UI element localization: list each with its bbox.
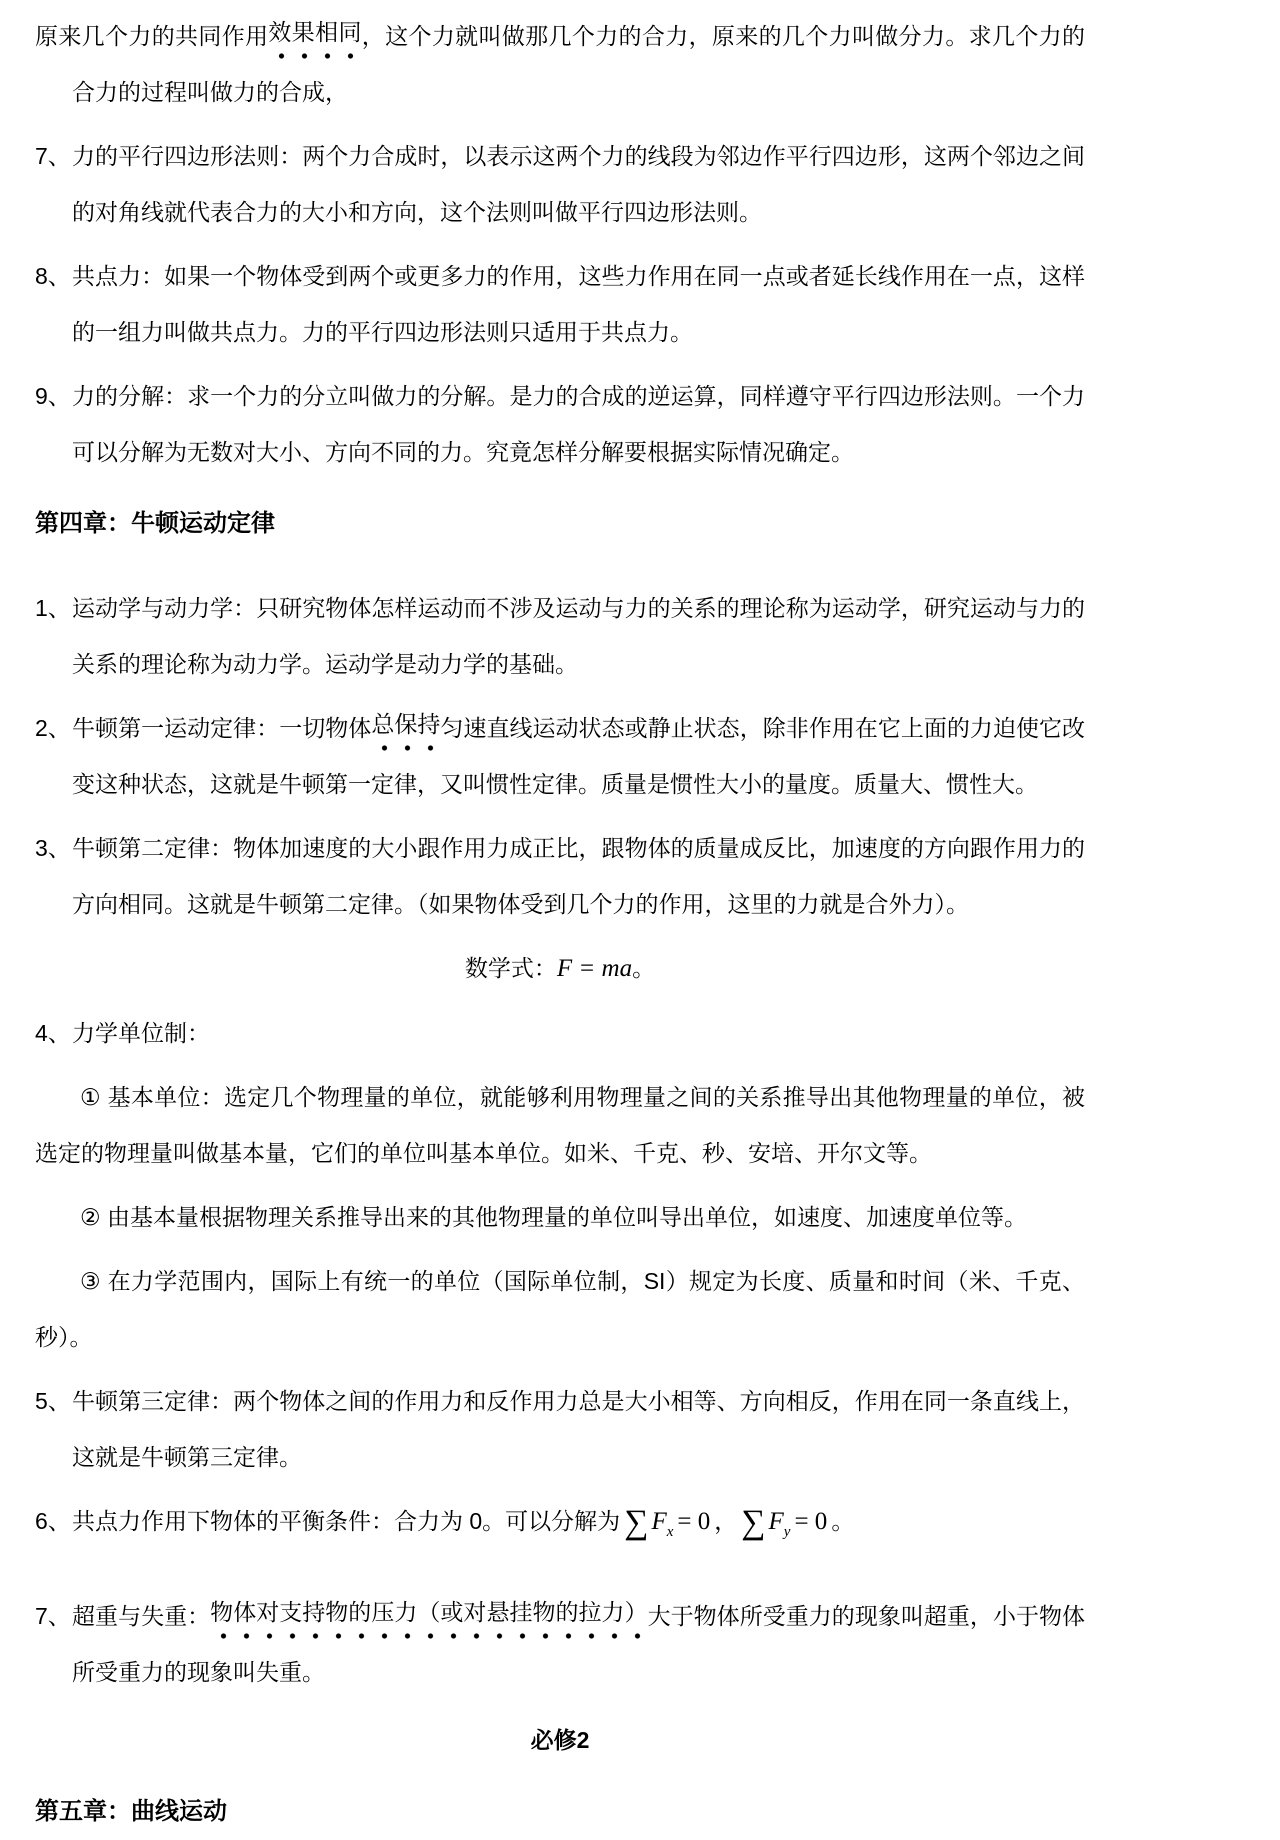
item-number: 5、 bbox=[35, 1388, 71, 1414]
item-3-newtons-second-law bbox=[35, 820, 1085, 932]
emphasized-text: 效果相同 bbox=[268, 19, 361, 59]
sigma-symbol: ∑ bbox=[741, 1504, 766, 1541]
item-number: 8、 bbox=[35, 263, 71, 289]
item-1-kinematics-dynamics bbox=[35, 580, 1085, 692]
item-text: 牛顿第二定律：物体加速度的大小跟作用力成正比，跟物体的质量成反比，加速度的方向跟作用力的方向相同。这就是牛顿第二定律。（如果物体受到几个力的作用，这里的力就是合外力）。 bbox=[72, 835, 1085, 917]
separator: ， bbox=[714, 1508, 738, 1534]
item-text: 牛顿第三定律：两个物体之间的作用力和反作用力总是大小相等、方向相反，作用在同一条直线上，这就是牛顿第三定律。 bbox=[72, 1388, 1085, 1470]
subscript-x: x bbox=[666, 1524, 674, 1540]
item-number: 6、 bbox=[35, 1508, 71, 1534]
sub-item-2-derived-units: ② 由基本量根据物理关系推导出来的其他物理量的单位叫导出单位，如速度、加速度单位等。 bbox=[80, 1204, 1028, 1230]
item-8-concurrent-forces bbox=[35, 248, 1085, 360]
item-2-newtons-first-law bbox=[35, 700, 1085, 812]
sentence-period: 。 bbox=[831, 1508, 855, 1534]
item-9-force-decomposition bbox=[35, 368, 1085, 480]
formula-label: 数学式： bbox=[464, 955, 557, 981]
paragraph-force-composition-continued bbox=[35, 8, 1085, 120]
equation-rhs: = 0 bbox=[794, 1508, 828, 1535]
paragraph-text: ，这个力就叫做那几个力的合力，原来的几个力叫做分力。求几个力的合力的过程叫做力的合成， bbox=[72, 23, 1086, 105]
item-number: 2、 bbox=[35, 715, 71, 741]
formula-period: 。 bbox=[632, 955, 656, 981]
equation-rhs: = 0 bbox=[677, 1508, 711, 1535]
item-number: 9、 bbox=[35, 383, 71, 409]
part2-heading: 必修2 bbox=[530, 1727, 590, 1753]
item-number: 7、 bbox=[35, 1603, 71, 1629]
item-text: 共点力：如果一个物体受到两个或更多力的作用，这些力作用在同一点或者延长线作用在一点，这样的一组力叫做共点力。力的平行四边形法则只适用于共点力。 bbox=[72, 263, 1085, 345]
emphasized-text: 物体对支持物的压力（或对悬挂物的拉力） bbox=[210, 1599, 647, 1639]
item-text: 共点力作用下物体的平衡条件：合力为 0。可以分解为 bbox=[72, 1508, 621, 1534]
item-number: 3、 bbox=[35, 835, 71, 861]
paragraph-text: 原来几个力的共同作用 bbox=[35, 23, 269, 49]
chapter4-heading: 第四章：牛顿运动定律 bbox=[35, 510, 275, 537]
item-text: 运动学与动力学：只研究物体怎样运动而不涉及运动与力的关系的理论称为运动学，研究运动与力的关系的理论称为动力学。运动学是动力学的基础。 bbox=[72, 595, 1085, 677]
chapter5-heading: 第五章：曲线运动 bbox=[35, 1798, 227, 1825]
item-7-parallelogram-law bbox=[35, 128, 1085, 240]
formula-text: F = ma bbox=[556, 955, 633, 982]
subscript-y: y bbox=[783, 1524, 791, 1540]
item-text: 大于物体所受重力的现象叫超重，小于物体所受重力的现象叫失重。 bbox=[72, 1603, 1086, 1685]
item-number: 4、 bbox=[35, 1020, 71, 1046]
sub-item-3-si-units: ③ 在力学范围内，国际上有统一的单位（国际单位制，SI）规定为长度、质量和时间（米、千克、秒）。 bbox=[35, 1268, 1085, 1350]
emphasized-text: 总保持 bbox=[371, 711, 440, 751]
item-number: 7、 bbox=[35, 143, 71, 169]
item-text: 匀速直线运动状态或静止状态，除非作用在它上面的力迫使它改变这种状态，这就是牛顿第一定律，又叫惯性定律。质量是惯性大小的量度。质量大、惯性大。 bbox=[72, 715, 1086, 797]
item-5-newtons-third-law bbox=[35, 1373, 1085, 1485]
item-text: 力的分解：求一个力的分立叫做力的分解。是力的合成的逆运算，同样遵守平行四边形法则。一个力可以分解为无数对大小、方向不同的力。究竟怎样分解要根据实际情况确定。 bbox=[72, 383, 1085, 465]
sub-item-1-basic-units: ① 基本单位：选定几个物理量的单位，就能够利用物理量之间的关系推导出其他物理量的单位，被选定的物理量叫做基本量，它们的单位叫基本单位。如米、千克、秒、安培、开尔文等。 bbox=[35, 1084, 1085, 1166]
item-text: 力学单位制： bbox=[72, 1020, 210, 1046]
item-text: 力的平行四边形法则：两个力合成时，以表示这两个力的线段为邻边作平行四边形，这两个邻边之间的对角线就代表合力的大小和方向，这个法则叫做平行四边形法则。 bbox=[72, 143, 1085, 225]
item-6-equilibrium-condition bbox=[35, 1493, 1085, 1560]
item-4-unit-system bbox=[35, 1005, 1085, 1061]
item-text: 牛顿第一运动定律：一切物体 bbox=[72, 715, 372, 741]
sigma-symbol: ∑ bbox=[624, 1504, 649, 1541]
force-variable: F bbox=[768, 1508, 784, 1535]
item-text: 超重与失重： bbox=[72, 1603, 211, 1629]
force-variable: F bbox=[651, 1508, 667, 1535]
item-number: 1、 bbox=[35, 595, 71, 621]
formula-f-equals-ma bbox=[35, 940, 1085, 997]
item-7-overweight-weightlessness bbox=[35, 1588, 1085, 1700]
